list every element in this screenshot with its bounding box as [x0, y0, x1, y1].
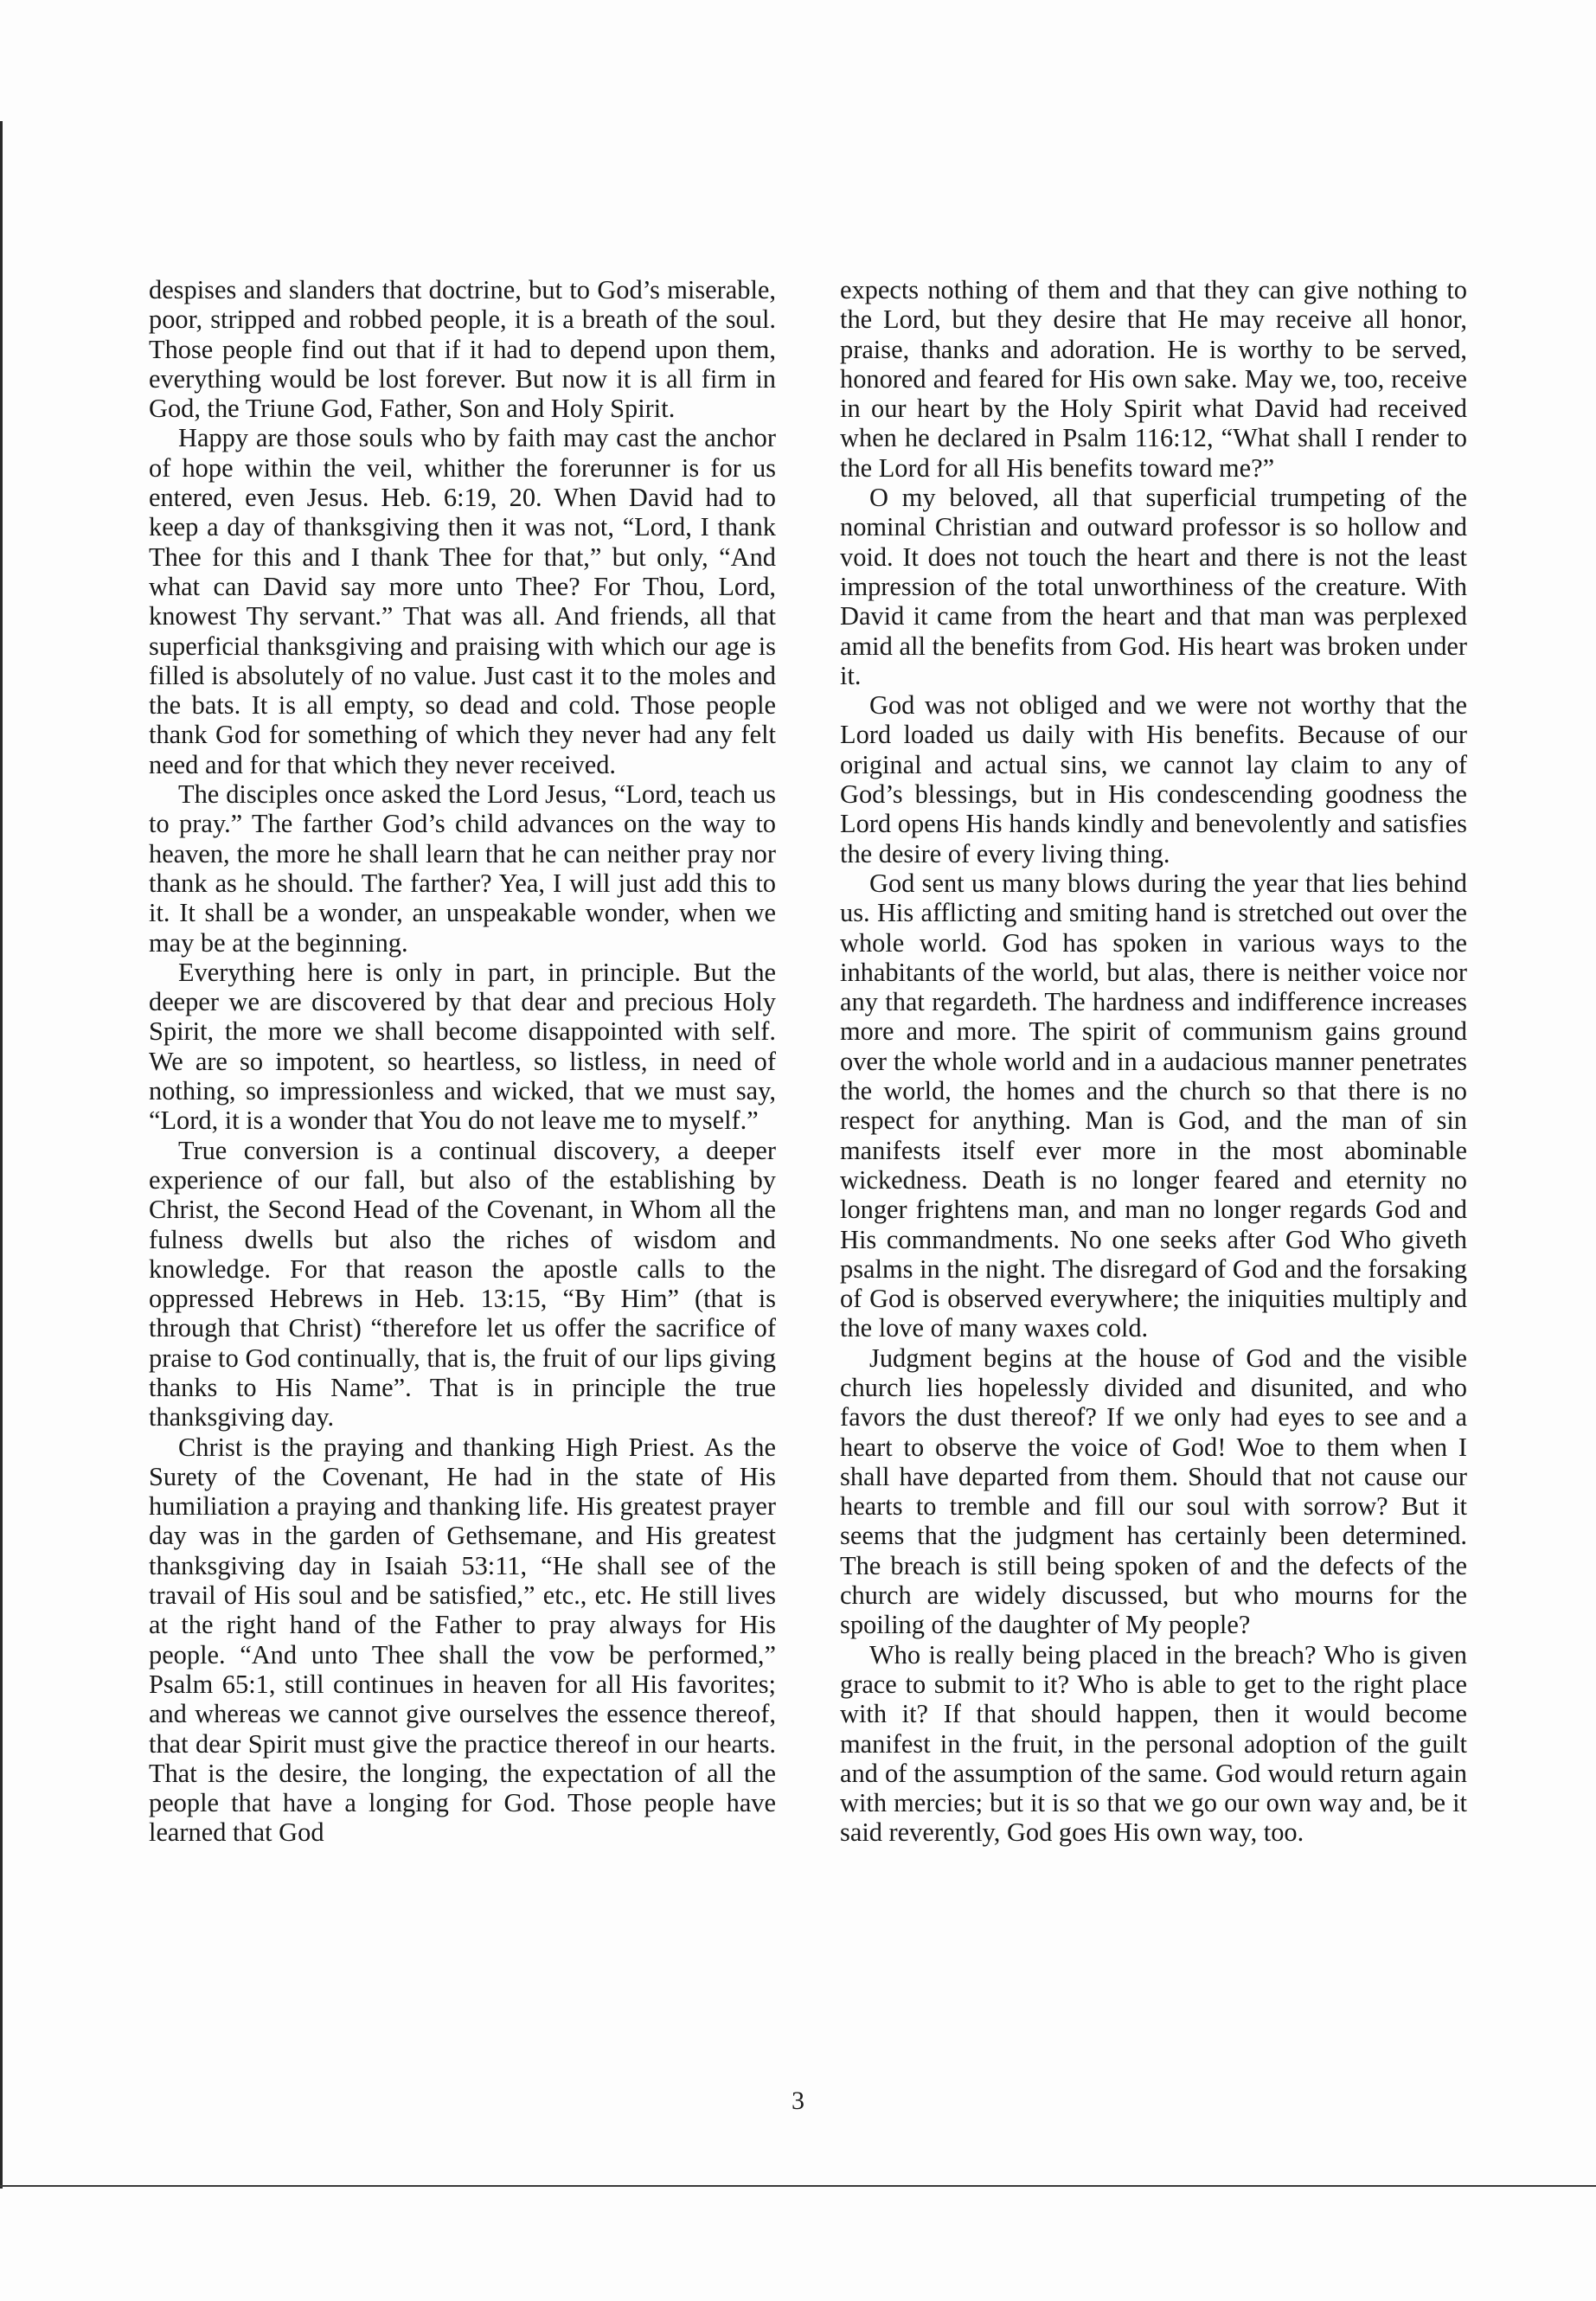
- paragraph: God sent us many blows during the year that lies behind us. His afflicting and smiting hand is stretched out over the whole world. God has spoken in various ways to the inhabitants of the world, but alas, there is neither voice nor any that regardeth. The hardness and indifference increases more and more. The spirit of communism gains ground over the whole world and in a audacious manner penetrates the world, the homes and the church so that there is no respect for anything. Man is God, and the man of sin manifests itself ever more in the most abominable wickedness. Death is no longer feared and eternity no longer frightens man, and man no longer regards God and His commandments. No one seeks after God Who giveth psalms in the night. The disregard of God and the forsaking of God is observed everywhere; the iniquities multiply and the love of many waxes cold.: [840, 868, 1467, 1343]
- paragraph: despises and slanders that doctrine, but to God’s miserable, poor, stripped and robbed people, it is a breath of the soul. Those people find out that if it had to depend upon them, everything would be lost forever. But now it is all firm in God, the Triune God, Father, Son and Holy Spirit.: [149, 275, 776, 424]
- paragraph: Christ is the praying and thanking High Priest. As the Surety of the Covenant, He had in the state of His humiliation a praying and thanking life. His greatest prayer day was in the garden of Gethsemane, and His greatest thanksgiving day in Isaiah 53:11, “He shall see of the travail of His soul and be satisfied,” etc., etc. He still lives at the right hand of the Father to pray always for His people. “And unto Thee shall the vow be performed,” Psalm 65:1, still continues in heaven for all His favorites; and whereas we cannot give ourselves the essence thereof, that dear Spirit must give the practice thereof in our hearts. That is the desire, the longing, the expectation of all the people that have a longing for God. Those people have learned that God: [149, 1432, 776, 1848]
- scan-edge-left: [0, 121, 3, 2189]
- paragraph: True conversion is a continual discovery, a deeper experience of our fall, but also of the establishing by Christ, the Second Head of the Covenant, in Whom all the fulness dwells but also the riches of wisdom and knowledge. For that reason the apostle calls to the oppressed Hebrews in Heb. 13:15, “By Him” (that is through that Christ) “therefore let us offer the sacrifice of praise to God continually, that is, the fruit of our lips giving thanks to His Name”. That is in principle the true thanksgiving day.: [149, 1135, 776, 1433]
- paragraph: Who is really being placed in the breach? Who is given grace to submit to it? Who is able to get to the right place with it? If that should happen, then it would become manifest in the fruit, in the personal adoption of the guilt and of the assumption of the same. God would return again with mercies; but it is so that we go our own way and, be it said reverently, God goes His own way, too.: [840, 1639, 1467, 1848]
- paragraph: Happy are those souls who by faith may cast the anchor of hope within the veil, whither the forerunner is for us entered, even Jesus. Heb. 6:19, 20. When David had to keep a day of thanksgiving then it was not, “Lord, I thank Thee for this and I thank Thee for that,” but only, “And what can David say more unto Thee? For Thou, Lord, knowest Thy servant.” That was all. And friends, all that superficial thanksgiving and praising with which our age is filled is absolutely of no value. Just cast it to the moles and the bats. It is all empty, so dead and cold. Those people thank God for something of which they never had any felt need and for that which they never received.: [149, 423, 776, 779]
- scan-edge-bottom: [0, 2185, 1596, 2187]
- paragraph: The disciples once asked the Lord Jesus, “Lord, teach us to pray.” The farther God’s child advances on the way to heaven, the more he shall learn that he can neither pray nor thank as he should. The farther? Yea, I will just add this to it. It shall be a wonder, an unspeakable wonder, when we may be at the beginning.: [149, 779, 776, 958]
- right-column: [840, 275, 1467, 1848]
- paragraph: O my beloved, all that superficial trumpeting of the nominal Christian and outward professor is so hollow and void. It does not touch the heart and there is not the least impression of the total unworthiness of the creature. With David it came from the heart and that man was perplexed amid all the benefits from God. His heart was broken under it.: [840, 483, 1467, 690]
- paragraph: expects nothing of them and that they can give nothing to the Lord, but they desire that He may receive all honor, praise, thanks and adoration. He is worthy to be served, honored and feared for His own sake. May we, too, receive in our heart by the Holy Spirit what David had received when he declared in Psalm 116:12, “What shall I render to the Lord for all His benefits toward me?”: [840, 275, 1467, 483]
- paragraph: Everything here is only in part, in principle. But the deeper we are discovered by that dear and precious Holy Spirit, the more we shall become disappointed with self. We are so impotent, so heartless, so listless, in need of nothing, so impressionless and wicked, that we must say, “Lord, it is a wonder that You do not leave me to myself.”: [149, 957, 776, 1136]
- paragraph: God was not obliged and we were not worthy that the Lord loaded us daily with His benefits. Because of our original and actual sins, we cannot lay claim to any of God’s blessings, but in His condescending goodness the Lord opens His hands kindly and benevolently and satisfies the desire of every living thing.: [840, 690, 1467, 868]
- page-number: 3: [792, 2086, 804, 2115]
- paragraph: Judgment begins at the house of God and the visible church lies hopelessly divided and disunited, and who favors the dust thereof? If we only had eyes to see and a heart to observe the voice of God! Woe to them when I shall have departed from them. Should that not cause our hearts to tremble and fill our soul with sorrow? But it seems that the judgment has certainly been determined. The breach is still being spoken of and the defects of the church are widely discussed, but who mourns for the spoiling of the daughter of My people?: [840, 1343, 1467, 1640]
- left-column: [149, 275, 776, 1848]
